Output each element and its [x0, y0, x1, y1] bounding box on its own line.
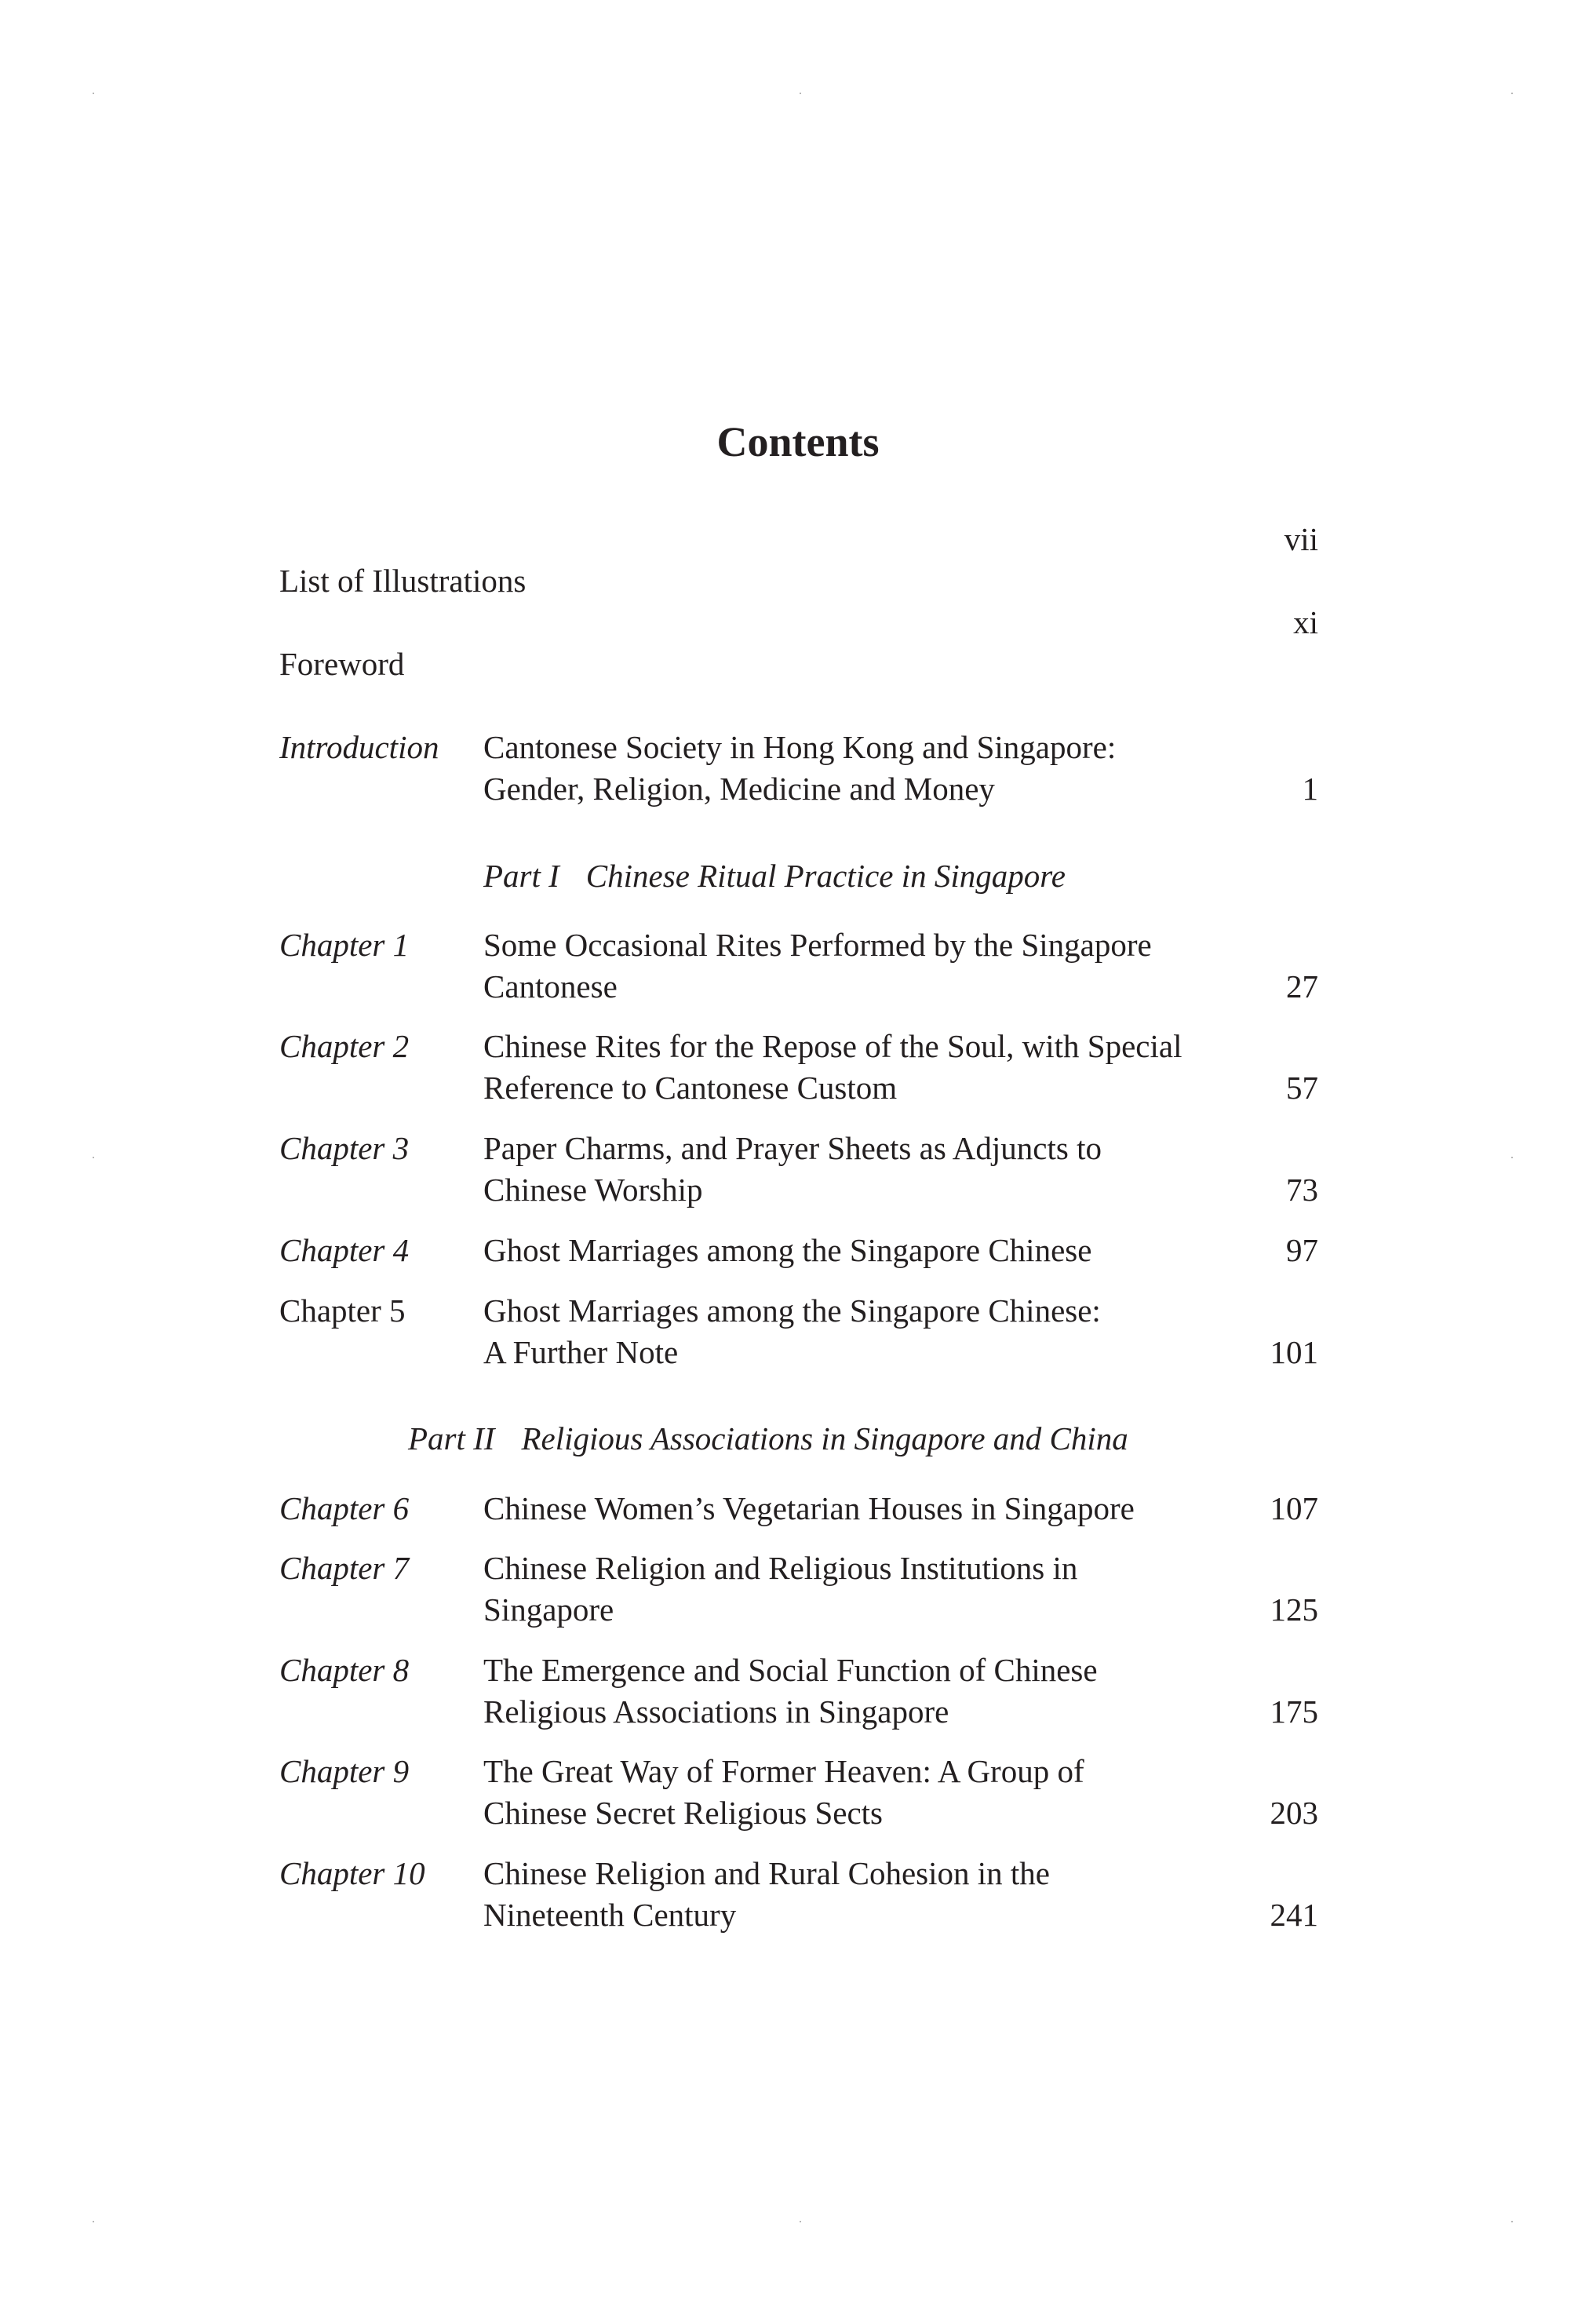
title-line: Some Occasional Rites Performed by the Singapore [483, 927, 1152, 963]
page-number: 57 [1286, 1070, 1318, 1106]
title-line: Reference to Cantonese Custom [483, 1070, 898, 1106]
toc-entry-chapter-4[interactable] [279, 1230, 1318, 1271]
entry-title [483, 727, 1221, 810]
entry-label: Chapter 10 [279, 1855, 425, 1891]
title-line: Chinese Religion and Religious Institutions in [483, 1550, 1078, 1586]
page-number: 107 [1270, 1490, 1318, 1526]
part-number: Part I [483, 858, 559, 894]
toc-entry-chapter-7[interactable] [279, 1548, 1318, 1631]
page-title: Contents [716, 418, 880, 465]
entry-title [483, 1751, 1221, 1834]
entry-label: Chapter 8 [279, 1652, 410, 1688]
toc-entry-chapter-5[interactable] [279, 1290, 1318, 1373]
page-number: xi [1293, 604, 1318, 640]
toc-entry-introduction[interactable] [279, 727, 1318, 810]
toc-entry-chapter-2[interactable] [279, 1026, 1318, 1109]
part-heading-2 [408, 1418, 1128, 1460]
page-number: 101 [1270, 1334, 1318, 1370]
part-title: Chinese Ritual Practice in Singapore [585, 858, 1066, 894]
page-number: 175 [1270, 1693, 1318, 1730]
crop-mark-middle-left [93, 1157, 94, 1158]
crop-mark-top-left [93, 93, 94, 94]
entry-title [483, 1230, 1221, 1271]
entry-title: List of Illustrations [279, 563, 527, 599]
part-number: Part II [408, 1420, 495, 1456]
title-line: Ghost Marriages among the Singapore Chinese [483, 1232, 1092, 1268]
entry-label: Chapter 6 [279, 1490, 410, 1526]
toc-entry-chapter-8[interactable] [279, 1650, 1318, 1733]
page-number: 97 [1286, 1232, 1318, 1268]
page-number: 241 [1270, 1897, 1318, 1933]
page-number: 125 [1270, 1591, 1318, 1628]
crop-mark-bottom-left [93, 2221, 94, 2222]
title-line: The Emergence and Social Function of Chinese [483, 1652, 1098, 1688]
toc-entry-chapter-6[interactable] [279, 1488, 1318, 1529]
entry-title [483, 1128, 1221, 1211]
entry-title [483, 1650, 1221, 1733]
page-number: 27 [1286, 968, 1318, 1004]
title-line: A Further Note [483, 1334, 679, 1370]
title-line: Chinese Women’s Vegetarian Houses in Singapore [483, 1490, 1135, 1526]
title-line: Ghost Marriages among the Singapore Chinese: [483, 1292, 1101, 1329]
entry-title [483, 1488, 1221, 1529]
page-number: 203 [1270, 1795, 1318, 1831]
title-line: Chinese Secret Religious Sects [483, 1795, 883, 1831]
entry-label: Chapter 3 [279, 1130, 410, 1166]
entry-title [483, 1026, 1221, 1109]
entry-label: Chapter 2 [279, 1028, 410, 1064]
entry-label: Chapter 1 [279, 927, 410, 963]
page-number: 73 [1286, 1172, 1318, 1208]
crop-mark-bottom-right [1511, 2221, 1513, 2222]
entry-label: Chapter 7 [279, 1550, 410, 1586]
entry-title: Foreword [279, 646, 405, 682]
entry-label: Chapter 9 [279, 1753, 410, 1789]
title-line: Cantonese Society in Hong Kong and Singapore: [483, 729, 1117, 765]
toc-entry-chapter-3[interactable] [279, 1128, 1318, 1211]
entry-title [483, 924, 1221, 1008]
title-line: Religious Associations in Singapore [483, 1693, 949, 1730]
crop-mark-top-right [1511, 93, 1513, 94]
title-line: Chinese Religion and Rural Cohesion in the [483, 1855, 1050, 1891]
title-line: Chinese Worship [483, 1172, 703, 1208]
table-of-contents [279, 0, 1318, 2304]
toc-entry-chapter-10[interactable] [279, 1853, 1318, 1936]
part-heading-1 [483, 855, 1066, 897]
entry-label: Chapter 4 [279, 1232, 410, 1268]
page-number: vii [1284, 521, 1318, 557]
crop-mark-middle-right [1511, 1157, 1513, 1158]
title-line: Cantonese [483, 968, 618, 1004]
title-line: Chinese Rites for the Repose of the Soul, with Special [483, 1028, 1182, 1064]
entry-title [483, 1853, 1221, 1936]
entry-title [483, 1548, 1221, 1631]
title-line: The Great Way of Former Heaven: A Group of [483, 1753, 1084, 1789]
entry-label: Chapter 5 [279, 1292, 406, 1329]
title-line: Nineteenth Century [483, 1897, 737, 1933]
title-line: Singapore [483, 1591, 614, 1628]
title-line: Paper Charms, and Prayer Sheets as Adjuncts to [483, 1130, 1102, 1166]
page-number: 1 [1302, 771, 1318, 807]
toc-entry-chapter-1[interactable] [279, 924, 1318, 1008]
entry-title [483, 1290, 1221, 1373]
part-title: Religious Associations in Singapore and China [521, 1420, 1128, 1456]
title-line: Gender, Religion, Medicine and Money [483, 771, 995, 807]
entry-label: Introduction [279, 729, 439, 765]
toc-entry-chapter-9[interactable] [279, 1751, 1318, 1834]
